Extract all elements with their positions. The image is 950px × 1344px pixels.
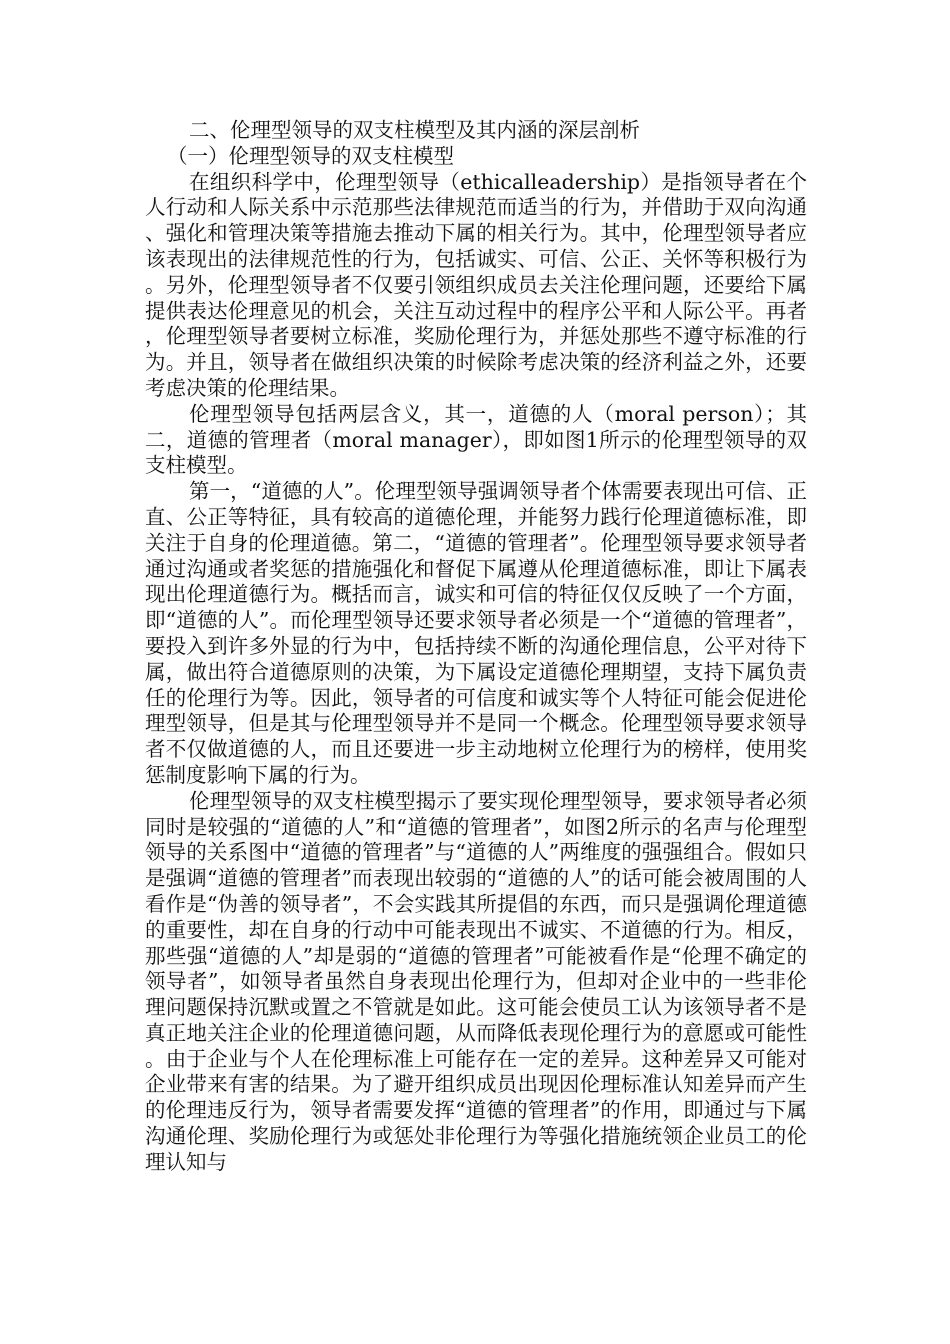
subsection-title: （一）伦理型领导的双支柱模型 (167, 143, 454, 168)
document-page (145, 118, 807, 1176)
section-title: 二、伦理型领导的双支柱模型及其内涵的深层剖析 (189, 118, 640, 142)
paragraph-definition: 在组织科学中，伦理型领导（ethicalleadership）是指领导者在个人行动和人际关系中示范那些法律规范而适当的行为，并借助于双向沟通、强化和管理决策等措施去推动下属的相关行为。其中，伦理型领导者应该表现出的法律规范性的行为，包括诚实、可信、公正、关怀等积极行为。另外，伦理型领导者不仅要引领组织成员去关注伦理问题，还要给下属提供表达伦理意见的机会，关注互动过程中的程序公平和人际公平。再者，伦理型领导者要树立标准，奖励伦理行为，并惩处那些不遵守标准的行为。并且，领导者在做组织决策的时候除考虑决策的经济利益之外，还要考虑决策的伦理结果。 (145, 169, 807, 400)
paragraph-two-pillar-model: 伦理型领导的双支柱模型揭示了要实现伦理型领导，要求领导者必须同时是较强的“道德的人”和“道德的管理者”，如图2所示的名声与伦理型领导的关系图中“道德的管理者”与“道德的人”两维度的强强组合。假如只是强调“道德的管理者”而表现出较弱的“道德的人”的话可能会被周围的人看作是“伪善的领导者”，不会实践其所提倡的东西，而只是强调伦理道德的重要性，却在自身的行动中可能表现出不诚实、不道德的行为。相反，那些强“道德的人”却是弱的“道德的管理者”可能被看作是“伦理不确定的领导者”，如领导者虽然自身表现出伦理行为，但却对企业中的一些非伦理问题保持沉默或置之不管就是如此。这可能会使员工认为该领导者不是真正地关注企业的伦理道德问题，从而降低表现伦理行为的意愿或可能性。由于企业与个人在伦理标准上可能存在一定的差异。这种差异又可能对企业带来有害的结果。为了避开组织成员出现因伦理标准认知差异而产生的伦理违反行为，领导者需要发挥“道德的管理者”的作用，即通过与下属沟通伦理、奖励伦理行为或惩处非伦理行为等强化措施统领企业员工的伦理认知与 (145, 788, 807, 1174)
paragraph-moral-person-manager: 第一，“道德的人”。伦理型领导强调领导者个体需要表现出可信、正直、公正等特征，具有较高的道德伦理，并能努力践行伦理道德标准，即关注于自身的伦理道德。第二，“道德的管理者”。伦理型领导要求领导者通过沟通或者奖惩的措施强化和督促下属遵从伦理道德标准，即让下属表现出伦理道德行为。概括而言，诚实和可信的特征仅仅反映了一个方面，即“道德的人”。而伦理型领导还要求领导者必须是一个“道德的管理者”，要投入到许多外显的行为中，包括持续不断的沟通伦理信息，公平对待下属，做出符合道德原则的决策，为下属设定道德伦理期望，支持下属负责任的伦理行为等。因此，领导者的可信度和诚实等个人特征可能会促进伦理型领导，但是其与伦理型领导并不是同一个概念。伦理型领导要求领导者不仅做道德的人，而且还要进一步主动地树立伦理行为的榜样，使用奖惩制度影响下属的行为。 (145, 479, 807, 787)
paragraph-two-meanings: 伦理型领导包括两层含义，其一，道德的人（moral person）；其二，道德的管理者（moral manager），即如图1所示的伦理型领导的双支柱模型。 (145, 401, 807, 478)
